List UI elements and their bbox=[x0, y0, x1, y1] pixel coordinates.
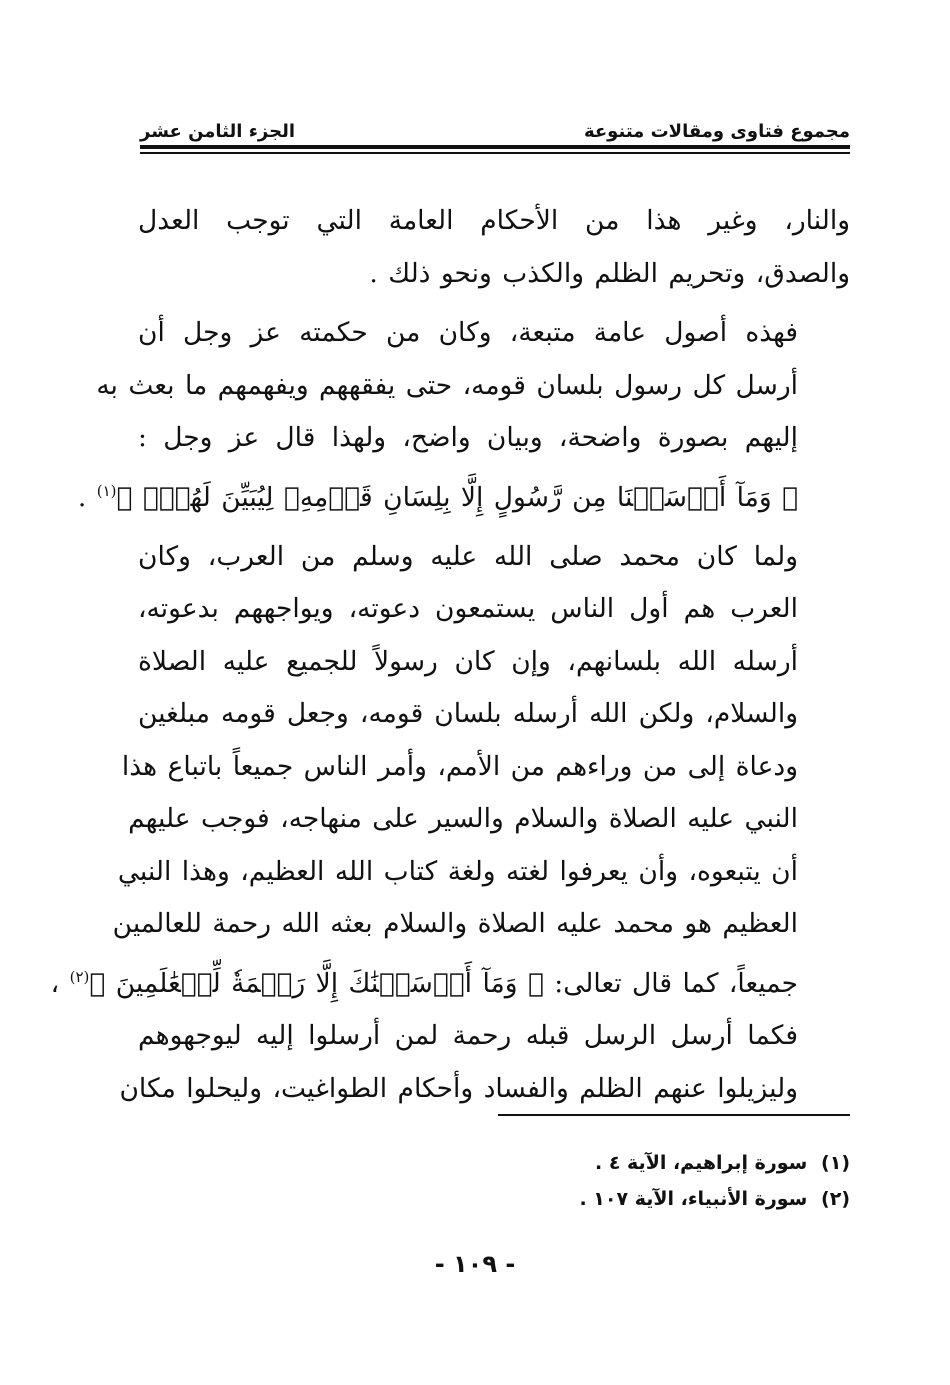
footnote-ref-1: (١) bbox=[96, 481, 117, 500]
main-text bbox=[50, 195, 850, 1115]
text-line: أرسله الله بلسانهم، وإن كان رسولاً للجميع عليه الصلاة bbox=[138, 645, 798, 677]
footnote-number: (١) bbox=[821, 1152, 850, 1174]
punctuation: . bbox=[77, 481, 87, 513]
text-line: أن يتبعوه، وأن يعرفوا لغته ولغة كتاب الله العظيم، وهذا النبي bbox=[117, 855, 798, 887]
footnote-ref-2: (٢) bbox=[69, 967, 90, 986]
footnote-number: (٢) bbox=[821, 1188, 850, 1210]
quran-verse-2: جميعاً، كما قال تعالى: ﴿ وَمَآ أَرۡسَلۡنَٰكَ إِلَّا رَحۡمَةٗ لِّلۡعَٰلَمِينَ ﴾ bbox=[89, 967, 798, 999]
paragraph-1 bbox=[138, 195, 850, 300]
paragraph-2 bbox=[77, 307, 850, 524]
text-line: فهذه أصول عامة متبعة، وكان من حكمته عز وجل أن bbox=[138, 317, 798, 348]
book-title: مجموع فتاوى ومقالات متنوعة bbox=[583, 121, 850, 142]
volume-label: الجزء الثامن عشر bbox=[140, 121, 296, 142]
footnote-separator bbox=[498, 1114, 850, 1116]
footnote-1 bbox=[500, 1145, 850, 1181]
footnote-text: سورة الأنبياء، الآية ١٠٧ . bbox=[579, 1188, 808, 1210]
text-line: فكما أرسل الرسل قبله رحمة لمن أرسلوا إليه ليوجهوهم bbox=[138, 1020, 798, 1052]
punctuation: ، bbox=[50, 967, 60, 999]
text-line: العرب هم أول الناس يستمعون دعوته، ويواجههم بدعوته، bbox=[138, 593, 798, 625]
quran-verse-line bbox=[77, 465, 850, 524]
text-line: إليهم بصورة واضحة، وبيان واضح، ولهذا قال عز وجل : bbox=[138, 422, 798, 453]
text-line: والسلام، ولكن الله أرسله بلسان قومه، وجعل قومه مبلغين bbox=[138, 698, 798, 730]
text-line: ولما كان محمد صلى الله عليه وسلم من العرب، وكان bbox=[138, 540, 798, 572]
quran-verse-1: ﴿ وَمَآ أَرۡسَلۡنَا مِن رَّسُولٍ إِلَّا بِلِسَانِ قَوۡمِهِۦ لِيُبَيِّنَ لَهُمۡۖ ﴾ bbox=[116, 481, 798, 513]
quran-verse-line bbox=[50, 951, 850, 1010]
text-line: والصدق، وتحريم الظلم والكذب ونحو ذلك . bbox=[369, 257, 850, 289]
text-line: العظيم هو محمد عليه الصلاة والسلام بعثه الله رحمة للعالمين bbox=[112, 908, 798, 940]
page-number: - ١٠٩ - bbox=[434, 1250, 516, 1278]
running-header bbox=[140, 110, 850, 142]
paragraph-3 bbox=[50, 531, 850, 1115]
footnotes bbox=[500, 1145, 850, 1217]
text-line: أرسل كل رسول بلسان قومه، حتى يفقههم ويفهمهم ما بعث به bbox=[96, 369, 798, 401]
text-line: وليزيلوا عنهم الظلم والفساد وأحكام الطواغيت، وليحلوا مكان bbox=[119, 1072, 798, 1104]
header-rule-thin bbox=[140, 152, 850, 154]
footnote-2 bbox=[500, 1181, 850, 1217]
footnote-text: سورة إبراهيم، الآية ٤ . bbox=[594, 1152, 808, 1174]
header-rule-thick bbox=[140, 145, 850, 149]
text-line: ودعاة إلى من وراءهم من الأمم، وأمر الناس جميعاً باتباع هذا bbox=[121, 750, 798, 782]
text-line: والنار، وغير هذا من الأحكام العامة التي توجب العدل bbox=[138, 205, 850, 236]
text-line: النبي عليه الصلاة والسلام والسير على منهاجه، فوجب عليهم bbox=[128, 803, 798, 835]
